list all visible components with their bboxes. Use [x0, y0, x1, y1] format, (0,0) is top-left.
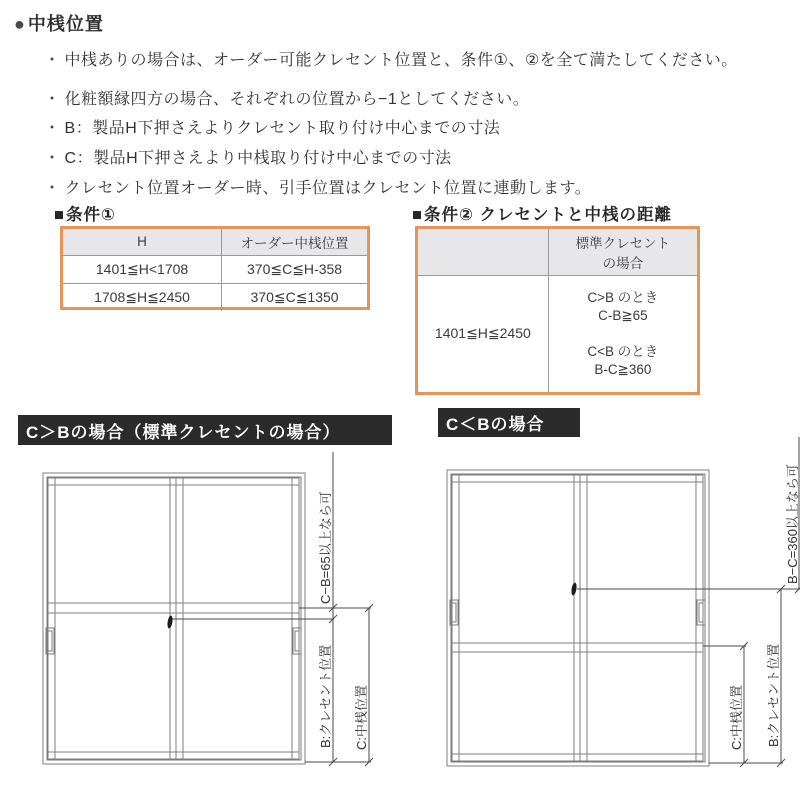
dot-bullet-icon: ・ — [44, 150, 61, 167]
case-2 — [549, 343, 697, 379]
gap-dimension-label: C−B=65以上なら可 — [318, 491, 333, 604]
dimension-lines — [172, 452, 371, 762]
condition1-heading — [54, 201, 116, 225]
condition1-table — [60, 226, 370, 310]
case-rule: B-C≧360 — [594, 361, 652, 377]
diagram-right-title: C＜Bの場合 — [446, 415, 545, 434]
col-header-order-rail-position: オーダー中桟位置 — [222, 229, 367, 255]
header-line: 標準クレセント — [575, 235, 671, 251]
case-condition: C>B のとき — [587, 289, 659, 305]
square-bullet-icon: ■ — [54, 206, 65, 224]
cases-cell — [548, 275, 697, 392]
col-header-h: H — [63, 229, 222, 255]
right-sash — [574, 475, 703, 761]
bullet-line — [44, 115, 500, 138]
section-title — [14, 10, 104, 36]
diagram-left-title-bar — [18, 415, 392, 445]
frame-inner — [451, 474, 705, 762]
section-title-text: 中桟位置 — [27, 14, 104, 34]
bullet-text: C：製品H下押さえより中桟取り付け中心までの寸法 — [64, 150, 452, 167]
col-header-empty — [418, 229, 548, 275]
diagram-left-window — [0, 448, 410, 780]
right-pull-handle-inner — [699, 603, 703, 622]
gap-dimension-label: B−C=360以上なら可 — [785, 464, 800, 584]
condition2-heading — [412, 201, 672, 225]
h-range-cell: 1401≦H≦2450 — [418, 275, 548, 392]
table-cell: 1401≦H<1708 — [63, 255, 222, 283]
dot-bullet-icon: ・ — [44, 120, 61, 137]
case-condition: C<B のとき — [587, 343, 659, 359]
spacer — [549, 325, 697, 343]
left-pull-handle-inner — [48, 631, 52, 651]
rail-position-label: C:中桟位置 — [729, 684, 744, 750]
diagram-right-window — [420, 430, 800, 778]
window-frame — [447, 470, 709, 766]
crescent-position-label: B:クレセント位置 — [766, 643, 781, 747]
bullet-line — [44, 175, 591, 198]
table-cell: 370≦C≦1350 — [222, 283, 367, 311]
square-bullet-icon: ■ — [412, 206, 423, 224]
case-rule: C-B≧65 — [598, 307, 648, 323]
left-sash — [452, 475, 587, 761]
frame-outer — [447, 470, 709, 766]
condition2-title: 条件② クレセントと中桟の距離 — [423, 206, 673, 224]
left-sash — [48, 478, 183, 759]
rail-position-label: C:中桟位置 — [354, 684, 369, 750]
col-header-standard-crescent — [548, 229, 697, 275]
condition1-title: 条件① — [65, 206, 116, 224]
dot-bullet-icon: ・ — [44, 91, 61, 108]
bullet-line — [44, 86, 529, 109]
circle-bullet-icon: ● — [14, 14, 26, 34]
dot-bullet-icon: ・ — [44, 52, 61, 69]
right-pull-handle — [293, 628, 301, 654]
dot-bullet-icon: ・ — [44, 180, 61, 197]
bullet-text: B：製品H下押さえよりクレセント取り付け中心までの寸法 — [64, 120, 501, 137]
case-1 — [549, 289, 697, 325]
diagram-left-title: C＞Bの場合（標準クレセントの場合） — [26, 422, 341, 442]
bullet-text: クレセント位置オーダー時、引手位置はクレセント位置に連動します。 — [64, 180, 592, 197]
left-pull-handle-inner — [452, 603, 456, 622]
table-cell: 1708≦H≦2450 — [63, 283, 222, 311]
header-line: の場合 — [602, 255, 644, 271]
right-pull-handle — [697, 600, 705, 625]
bullet-text: 中桟ありの場合は、オーダー可能クレセント位置と、条件①、②を全て満たしてください。 — [64, 52, 738, 69]
bullet-line — [44, 145, 452, 168]
crescent-position-label: B:クレセント位置 — [318, 644, 333, 748]
bullet-text: 化粧額縁四方の場合、それぞれの位置から−1としてください。 — [64, 91, 530, 108]
crescent-lock-icon — [167, 615, 174, 629]
right-pull-handle-inner — [295, 631, 299, 651]
crescent-lock-icon — [571, 582, 578, 596]
condition2-table — [415, 226, 700, 395]
table-cell: 370≦C≦H-358 — [222, 255, 367, 283]
bullet-line — [44, 47, 738, 70]
